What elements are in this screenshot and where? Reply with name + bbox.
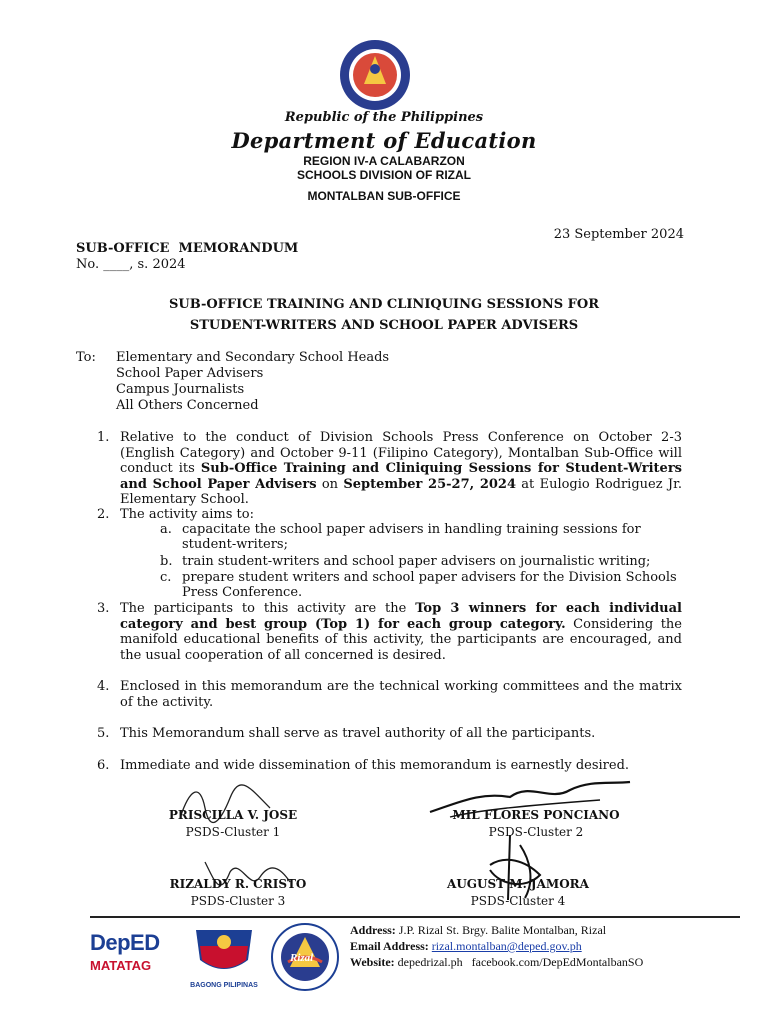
- signatory-role: PSDS-Cluster 1: [185, 825, 281, 839]
- paragraph-4: Enclosed in this memorandum are the technical working committees and the matrix of the activity.: [120, 679, 682, 710]
- bagong-pilipinas-text: BAGONG PILIPINAS: [190, 982, 258, 989]
- subject-line-2: STUDENT-WRITERS AND SCHOOL PAPER ADVISERS: [189, 318, 579, 333]
- footer-divider: [90, 916, 740, 918]
- aim-letter: a.: [160, 522, 172, 537]
- recipient-list: [116, 350, 389, 414]
- item-number: 5.: [97, 726, 110, 741]
- rizal-logo-text: Rizal: [290, 952, 314, 964]
- footer-address: [350, 923, 606, 938]
- recipient: All Others Concerned: [116, 398, 259, 413]
- address-value: J.P. Rizal St. Brgy. Balite Montalban, Rizal: [398, 923, 607, 937]
- memo-number: No. ____, s. 2024: [76, 257, 186, 272]
- footer-email: [350, 939, 582, 954]
- memo-date: 23 September 2024: [553, 227, 684, 242]
- text-run: at Eulogio Rodriguez Jr. Elementary School.: [120, 476, 682, 507]
- website-label: Website:: [350, 955, 395, 969]
- bagong-pilipinas-logo: [184, 922, 264, 992]
- aim-item: train student-writers and school paper advisers on journalistic writing;: [182, 554, 651, 569]
- aim-item: capacitate the school paper advisers in handling training sessions for student-writers;: [182, 522, 641, 552]
- item-number: 6.: [97, 758, 110, 773]
- text-run: The participants to this activity are the: [120, 601, 416, 616]
- aim-item: prepare student writers and school paper advisers for the Division Schools Press Conference.: [182, 570, 677, 600]
- signatory-role: PSDS-Cluster 4: [470, 894, 566, 908]
- subject-line-1: SUB-OFFICE TRAINING AND CLINIQUING SESSIONS FOR: [168, 297, 599, 312]
- bold-run: Top 3 winners for each individual category and best group (Top 1) for each group category.: [120, 601, 683, 632]
- deped-matatag-logo: [90, 930, 172, 990]
- paragraph-6: Immediate and wide dissemination of this memorandum is earnestly desired.: [120, 758, 630, 773]
- bold-run: Sub-Office Training and Cliniquing Sessions for Student-Writers and School Paper Advisers: [120, 461, 682, 492]
- memo-subject: [0, 294, 768, 336]
- republic-heading: Republic of the Philippines: [284, 110, 484, 125]
- recipient: Campus Journalists: [116, 382, 245, 397]
- recipient: School Paper Advisers: [116, 366, 264, 381]
- text-run: Relative to the conduct of Division Schools Press Conference on October 2-3 (English Category) and October 9-11 (Filipino Category), Montalban Sub-Office will conduct its: [120, 430, 682, 476]
- signatory-name: AUGUST M. JAMORA: [447, 877, 589, 891]
- text-run: on: [316, 476, 344, 492]
- region-heading: REGION IV-A CALABARZON: [303, 154, 465, 168]
- item-number: 3.: [97, 601, 110, 616]
- activity-date: September 25-27, 2024: [343, 476, 517, 492]
- paragraph-2: The activity aims to:: [120, 507, 254, 522]
- item-number: 1.: [97, 430, 110, 445]
- aim-letter: b.: [160, 554, 173, 569]
- item-number: 4.: [97, 679, 110, 694]
- deped-logo-text: DepED: [90, 930, 160, 955]
- paragraph-1: [120, 430, 682, 508]
- signatory-role: PSDS-Cluster 3: [190, 894, 286, 908]
- bagong-pilipinas-emblem: [184, 922, 264, 978]
- to-label: To:: [76, 350, 96, 365]
- suboffice-heading: MONTALBAN SUB-OFFICE: [307, 189, 461, 203]
- signatory-name: RIZALDY R. CRISTO: [169, 877, 307, 891]
- email-label: Email Address:: [350, 939, 429, 953]
- division-heading: SCHOOLS DIVISION OF RIZAL: [296, 168, 471, 182]
- signature-scribble: [420, 772, 640, 832]
- aim-letter: c.: [160, 570, 172, 585]
- address-label: Address:: [350, 923, 396, 937]
- signatory-role: PSDS-Cluster 2: [488, 825, 584, 839]
- item-number: 2.: [97, 507, 110, 522]
- paragraph-5: This Memorandum shall serve as travel authority of all the participants.: [120, 726, 596, 741]
- signatory-name: MIL FLORES PONCIANO: [452, 808, 620, 822]
- paragraph-3: [120, 601, 682, 663]
- website-value[interactable]: depedrizal.ph facebook.com/DepEdMontalbanSO: [397, 955, 644, 969]
- deped-seal-logo: [338, 38, 412, 112]
- footer-website: [350, 955, 643, 970]
- memo-title: SUB-OFFICE MEMORANDUM: [76, 241, 299, 256]
- matatag-logo-text: MATATAG: [90, 958, 152, 973]
- recipient: Elementary and Secondary School Heads: [116, 350, 390, 365]
- text-run: Considering the manifold educational benefits of this activity, the participants are encouraged, and the usual cooperation of all concerned is desired.: [120, 616, 682, 663]
- email-link[interactable]: rizal.montalban@deped.gov.ph: [431, 939, 582, 953]
- department-heading: Department of Education: [231, 128, 537, 153]
- signatory-name: PRISCILLA V. JOSE: [168, 808, 298, 822]
